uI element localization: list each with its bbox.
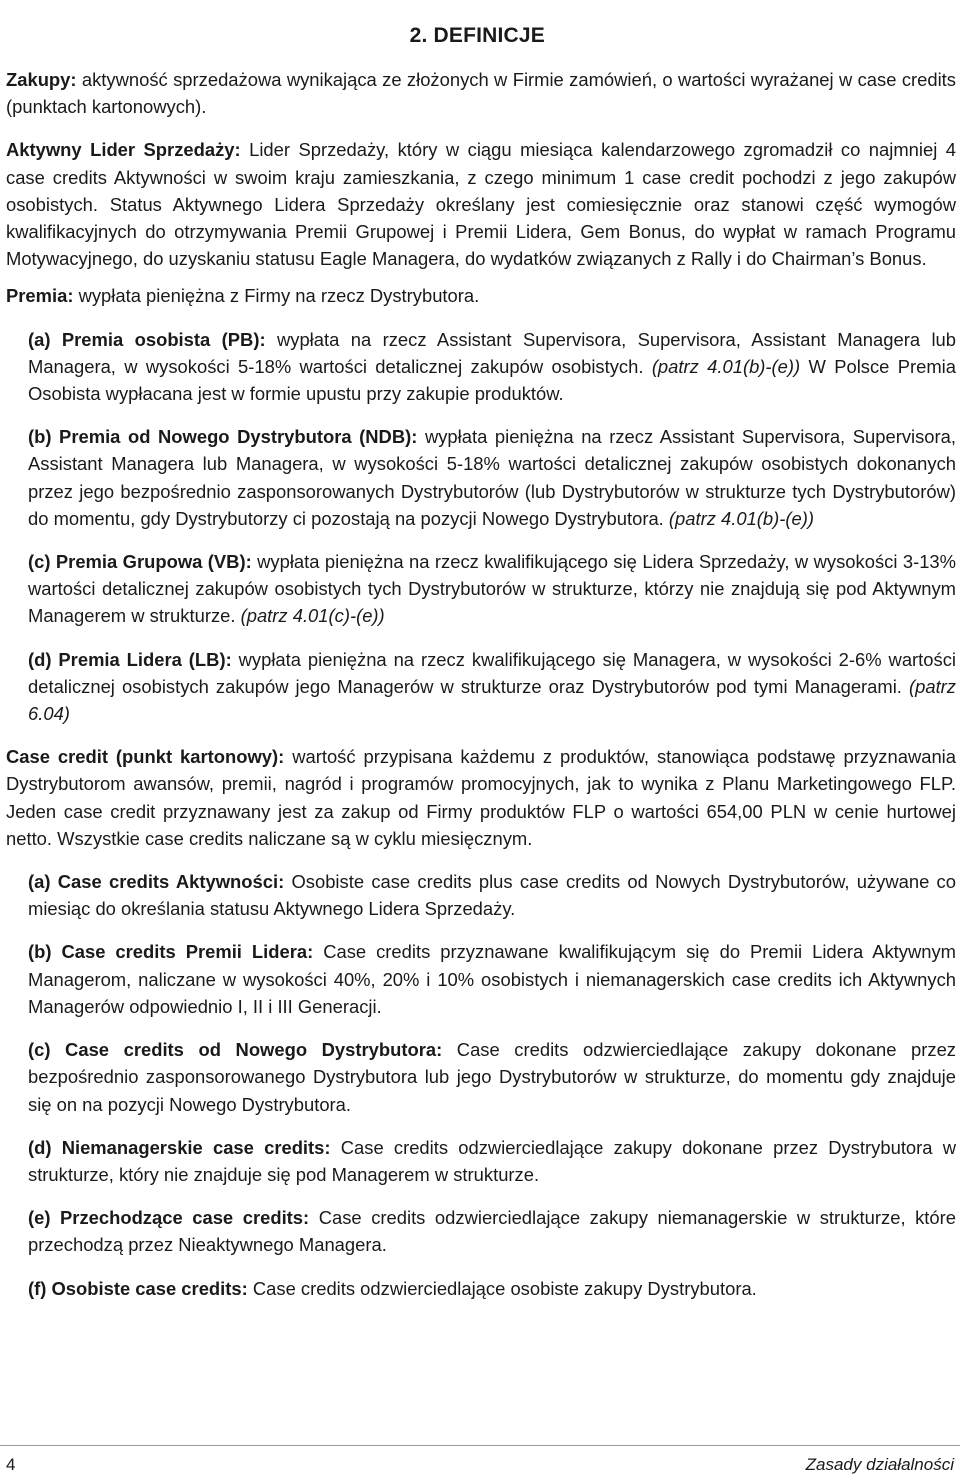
definition-text: wypłata na rzecz Assistant Supervisora, Supervisora, Assistant Managera lub Managera, w wysokości 5-18% wartości detalicznej zakupów osobistych. bbox=[28, 328, 956, 377]
definition-case-credits-aktywnosci bbox=[6, 868, 956, 922]
definition-case-credits-nowego-dystrybutora bbox=[6, 1036, 956, 1118]
definition-term: (c) Case credits od Nowego Dystrybutora: bbox=[28, 1039, 443, 1061]
footer-title: Zasady działalności bbox=[805, 1455, 954, 1474]
definition-osobiste-case-credits bbox=[6, 1275, 956, 1302]
definition-text: Osobiste case credits plus case credits od Nowych Dystrybutorów, używane co miesiąc do określania statusu Aktywnego Lidera Sprzedaży. bbox=[28, 871, 956, 920]
definition-term: (d) Premia Lidera (LB): bbox=[28, 648, 232, 670]
section-reference: (patrz 4.01(b)-(e)) bbox=[651, 355, 801, 377]
definition-text: wartość przypisana każdemu z produktów, stanowiąca podstawę przyznawania Dystrybutorom awansów, premii, nagród i programów promocyjnych, jak to wynika z Planu Marketingowego FLP. Jeden case credit przyznawany jest za zakup od Firmy produktów FLP o wartości 654,00 PLN w cenie hurtowej netto. Wszystkie case credits naliczane są w cyklu miesięcznym. bbox=[6, 746, 956, 849]
definition-text: wypłata pieniężna na rzecz Assistant Supervisora, Supervisora, Assistant Managera lub Managera, w wysokości 5-18% wartości detalicznej zakupów osobistych dokonanych przez jego bezpośrednio zasponsorowanych Dystrybutorów (lub Dystrybutorów w strukturze tych Dystrybutorów) do momentu, gdy Dystrybutorzy ci pozostają na pozycji Nowego Dystrybutora. bbox=[28, 426, 956, 529]
definition-term: (b) Case credits Premii Lidera: bbox=[28, 941, 314, 963]
definition-text: Case credits odzwierciedlające zakupy niemanagerskie w strukturze, które przechodzą przez Nieaktywnego Managera. bbox=[28, 1207, 956, 1256]
definition-term: (c) Premia Grupowa (VB): bbox=[28, 551, 252, 573]
definition-premia-grupowa bbox=[6, 548, 956, 630]
section-reference: (patrz 6.04) bbox=[28, 675, 956, 725]
definition-text: wypłata pieniężna na rzecz kwalifikującego się Lidera Sprzedaży, w wysokości 3-13% wartości detalicznej zakupów osobistych tych Dystrybutorów w strukturze, którzy nie znajdują się pod Aktywnym Managerem w strukturze. bbox=[28, 551, 956, 627]
definition-text: wypłata pieniężna na rzecz kwalifikującego się Managera, w wysokości 2-6% wartości detalicznej osobistych zakupów jego Managerów w strukturze oraz Dystrybutorów pod tymi Managerami. bbox=[28, 648, 956, 697]
section-heading: 2. DEFINICJE bbox=[409, 24, 545, 47]
definition-premia-lidera bbox=[6, 646, 956, 728]
definition-text: aktywność sprzedażowa wynikająca ze złożonych w Firmie zamówień, o wartości wyrażanej w case credits (punktach kartonowych). bbox=[6, 69, 956, 118]
definition-text: wypłata pieniężna z Firmy na rzecz Dystrybutora. bbox=[73, 285, 480, 307]
footer-divider bbox=[0, 1445, 960, 1446]
definition-term: Zakupy: bbox=[6, 69, 77, 90]
definition-term: Aktywny Lider Sprzedaży: bbox=[6, 139, 241, 161]
section-reference: (patrz 4.01(b)-(e)) bbox=[668, 507, 815, 529]
definition-term: (f) Osobiste case credits: bbox=[28, 1277, 248, 1299]
definition-zakupy bbox=[6, 66, 956, 120]
definition-text: Case credits odzwierciedlające osobiste zakupy Dystrybutora. bbox=[247, 1277, 757, 1299]
definition-tail: W Polsce Premia Osobista wypłacana jest w formie upustu przy zakupie produktów. bbox=[28, 355, 957, 405]
definition-premia-osobista bbox=[6, 326, 956, 408]
definition-premia-nowego-dystrybutora bbox=[6, 423, 956, 532]
definition-case-credit bbox=[6, 743, 956, 852]
definition-term: (d) Niemanagerskie case credits: bbox=[28, 1136, 331, 1158]
definitions-body bbox=[6, 66, 956, 1302]
definition-niemanagerskie-case-credits bbox=[6, 1134, 956, 1188]
definition-term: (a) Case credits Aktywności: bbox=[28, 871, 285, 893]
definition-case-credits-premii-lidera bbox=[6, 938, 956, 1020]
definition-term: (e) Przechodzące case credits: bbox=[28, 1207, 310, 1229]
definition-aktywny-lider bbox=[6, 136, 956, 272]
definition-premia bbox=[6, 282, 956, 309]
page-number: 4 bbox=[6, 1455, 16, 1474]
definition-text: Case credits odzwierciedlające zakupy dokonane przez Dystrybutora w strukturze, który nie znajduje się pod Managerem w strukturze. bbox=[28, 1136, 956, 1185]
definition-term: (a) Premia osobista (PB): bbox=[28, 328, 266, 350]
definition-term: (b) Premia od Nowego Dystrybutora (NDB): bbox=[28, 426, 418, 448]
definition-text: Case credits przyznawane kwalifikującym się do Premii Lidera Aktywnym Managerom, naliczane w wysokości 40%, 20% i 10% osobistych i niemanagerskich case credits ich Aktywnych Managerów odpowiednio I, II i III Generacji. bbox=[28, 941, 956, 1017]
definition-przechodzace-case-credits bbox=[6, 1204, 956, 1258]
section-reference: (patrz 4.01(c)-(e)) bbox=[240, 605, 385, 627]
definition-term: Premia: bbox=[6, 285, 74, 307]
definition-term: Case credit (punkt kartonowy): bbox=[6, 746, 285, 768]
definition-text: Case credits odzwierciedlające zakupy dokonane przez bezpośrednio zasponsorowanego Dystrybutora lub jego Dystrybutorów w strukturze, do momentu gdy znajduje się on na pozycji Nowego Dystrybutora. bbox=[28, 1039, 956, 1115]
definition-text: Lider Sprzedaży, który w ciągu miesiąca kalendarzowego zgromadził co najmniej 4 case credits Aktywności w swoim kraju zamieszkania, z czego minimum 1 case credit pochodzi z jego zakupów osobistych. Status Aktywnego Lidera Sprzedaży określany jest comiesięcznie oraz stanowi część wymogów kwalifikacyjnych do otrzymywania Premii Grupowej i Premii Lidera, Gem Bonus, do wypłat w ramach Programu Motywacyjnego, do uzyskaniu statusu Eagle Managera, do wydatków związanych z Rally i do Chairman’s Bonus. bbox=[6, 139, 956, 270]
